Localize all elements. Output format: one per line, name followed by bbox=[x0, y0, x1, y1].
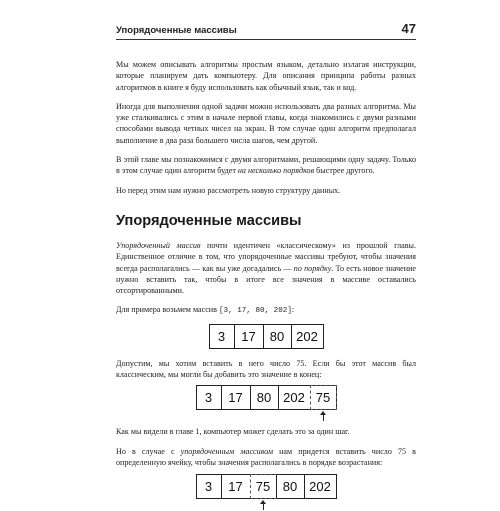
inline-code: [3, 17, 80, 202] bbox=[218, 307, 292, 316]
array-cell: 80 bbox=[263, 325, 291, 348]
running-title: Упорядоченные массивы bbox=[116, 25, 237, 36]
array-boxes bbox=[196, 474, 337, 499]
paragraph-one-step: Как мы видели в главе 1, компьютер может сделать это за один шаг. bbox=[116, 427, 350, 437]
array-boxes bbox=[209, 324, 324, 349]
array-cell: 202 bbox=[278, 386, 310, 409]
insert-arrow-icon bbox=[259, 500, 268, 510]
running-header bbox=[116, 22, 416, 40]
paragraph-intro-3: В этой главе мы познакомимся с двумя алгоритмами, решающими одну задачу. Только в этом случае один алгоритм будет на несколько порядков быстрее другого. bbox=[116, 155, 416, 176]
emphasis-text: упорядоченным массивом bbox=[180, 446, 273, 456]
paragraph-intro-4: Но перед этим нам нужно рассмотреть новую структуру данных. bbox=[116, 185, 341, 195]
paragraph-insert-example: Допустим, мы хотим вставить в него число 75. Если бы этот массив был классическим, мы могли бы добавить это значение в конец: bbox=[116, 358, 416, 380]
array-cell: 3 bbox=[217, 328, 226, 344]
paragraph-intro-2: Иногда для выполнения одной задачи можно использовать два разных алгоритма. Мы уже сталкивались с этим в начале первой главы, когда знакомились с двумя разными способами вывода четных чисел на экран. В том случае один алгоритм предполагал выполнение в два раза большего числа шагов, чем другой. bbox=[116, 101, 416, 145]
array-cell: 3 bbox=[204, 479, 213, 495]
array-cell: 17 bbox=[221, 475, 250, 498]
array-diagram-2 bbox=[116, 385, 416, 422]
array-boxes bbox=[196, 385, 337, 410]
array-cell-new: 75 bbox=[250, 474, 277, 499]
term-ordered-array: Упорядоченный массив bbox=[116, 240, 201, 250]
paragraph-ordered-insert: Но в случае с упорядоченным массивом нам придется вставить число 75 в определенную ячейку, чтобы значения располагались в порядке возрастания: bbox=[116, 446, 416, 467]
array-diagram-3 bbox=[116, 474, 416, 511]
array-diagram-1 bbox=[116, 324, 416, 349]
paragraph-array-example: Для примера возьмем массив [3, 17, 80, 202]: bbox=[116, 305, 295, 316]
book-page bbox=[116, 22, 416, 511]
array-cell: 80 bbox=[250, 386, 278, 409]
array-cell: 202 bbox=[291, 325, 323, 348]
array-cell: 17 bbox=[234, 325, 263, 348]
paragraph-intro-1: Мы можем описывать алгоритмы простым языком, детально излагая инструкции, которые планируем дать компьютеру. Для описания принципа работы разных алгоритмов в книге я буду использовать как обычный язык, так и код. bbox=[116, 60, 416, 92]
page-number: 47 bbox=[401, 21, 416, 36]
array-cell: 80 bbox=[276, 475, 304, 498]
array-cell: 17 bbox=[221, 386, 250, 409]
section-heading: Упорядоченные массивы bbox=[116, 212, 302, 229]
array-cell: 3 bbox=[204, 390, 213, 406]
array-cell-new: 75 bbox=[310, 385, 337, 410]
array-cell: 202 bbox=[304, 475, 336, 498]
emphasis-text: на несколько порядков bbox=[237, 166, 315, 176]
paragraph-section-1: Упорядоченный массив почти идентичен «классическому» из прошлой главы. Единственное отличие в том, что упорядоченные массивы требуют, чтобы значения всегда располагались — как вы уже догадались — по порядку. То есть новое значение нужно вставить так, чтобы в итоге все значения в массиве оставались отсортированными. bbox=[116, 240, 417, 296]
insert-arrow-icon bbox=[319, 411, 328, 421]
emphasis-text: по порядку bbox=[293, 263, 332, 273]
